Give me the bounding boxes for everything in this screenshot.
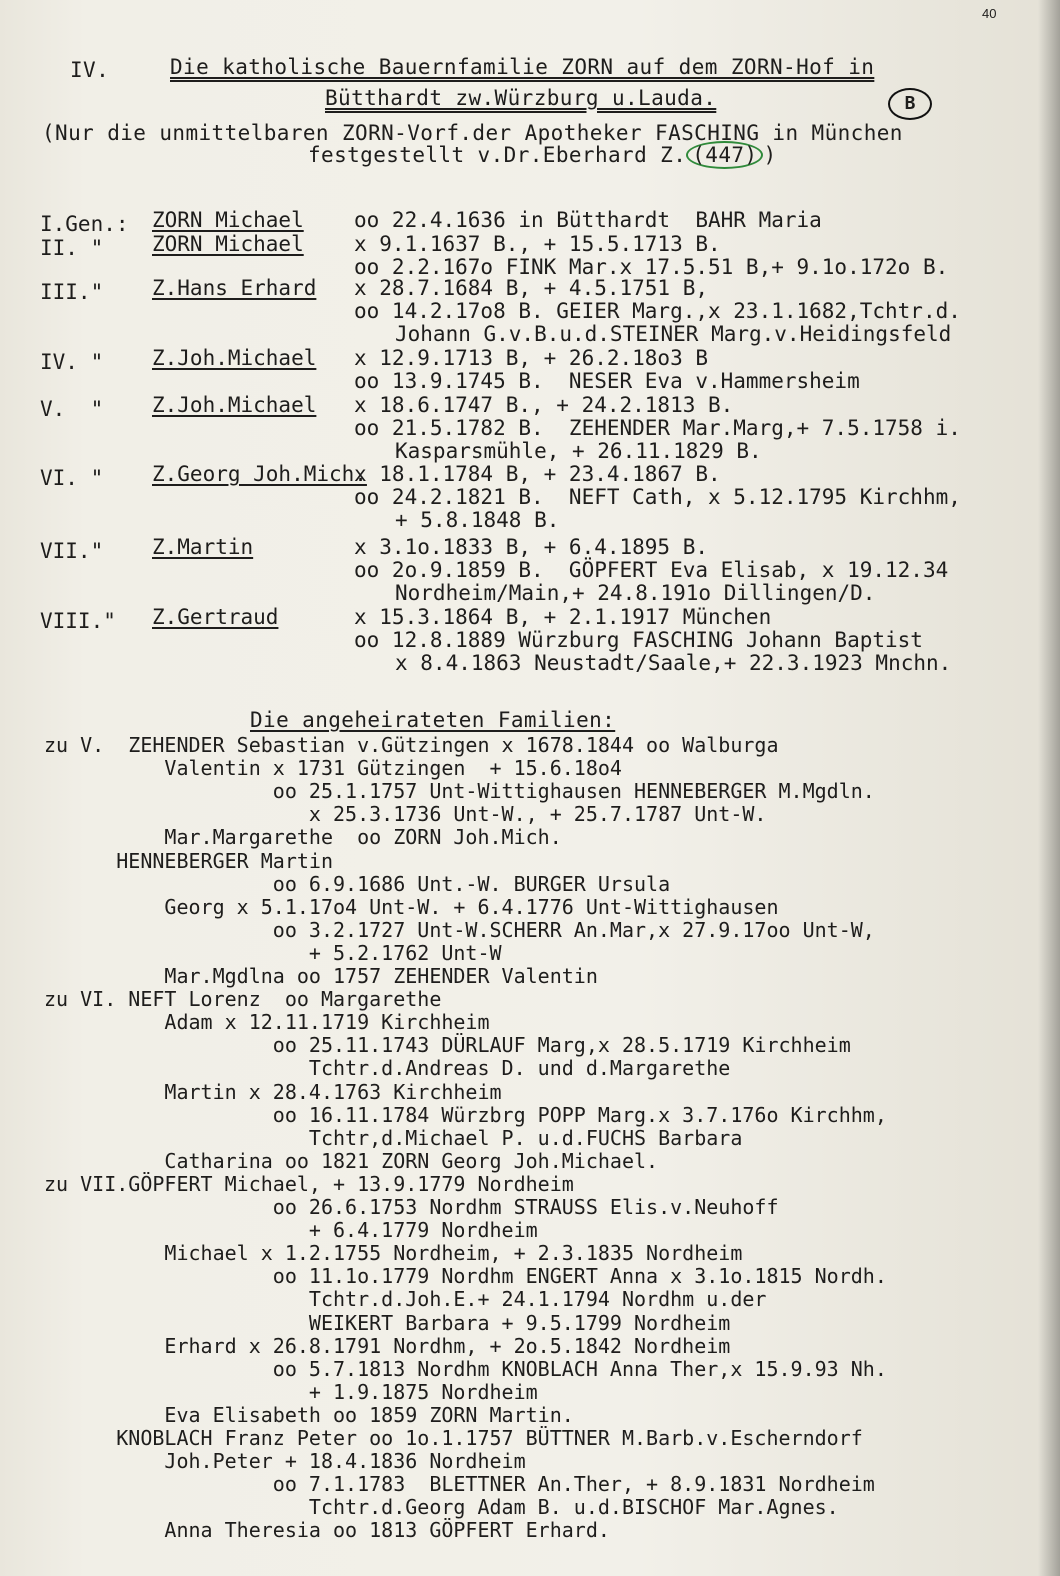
generation-detail-line: oo 12.8.1889 Würzburg FASCHING Johann Baptist: [354, 628, 923, 652]
title-line-1: Die katholische Bauernfamilie ZORN auf dem ZORN-Hof in: [170, 55, 875, 79]
family-line: oo 16.11.1784 Würzbrg POPP Marg.x 3.7.176o Kirchhm,: [44, 1102, 887, 1127]
family-line: Martin x 28.4.1763 Kirchheim: [44, 1079, 502, 1104]
family-line: oo 3.2.1727 Unt-W.SCHERR An.Mar,x 27.9.17oo Unt-W,: [44, 917, 875, 942]
family-line: Tchtr.d.Georg Adam B. u.d.BISCHOF Mar.Agnes.: [44, 1495, 839, 1520]
family-line: Mar.Margarethe oo ZORN Joh.Mich.: [44, 825, 562, 850]
family-line: oo 5.7.1813 Nordhm KNOBLACH Anna Ther,x 15.9.93 Nh.: [44, 1356, 887, 1381]
generation-label: VII.": [40, 539, 104, 563]
family-line: Adam x 12.11.1719 Kirchheim: [44, 1010, 490, 1035]
generation-detail-line: x 18.1.1784 B, + 23.4.1867 B.: [354, 462, 721, 486]
family-line: Mar.Mgdlna oo 1757 ZEHENDER Valentin: [44, 964, 598, 988]
generation-detail-line: oo 2o.9.1859 B. GÖPFERT Eva Elisab, x 19.12.34: [354, 558, 949, 582]
family-line: WEIKERT Barbara + 9.5.1799 Nordheim: [44, 1310, 731, 1335]
section2-title: Die angeheirateten Familien:: [250, 708, 616, 732]
ancestor-name: ZORN Michael: [152, 208, 304, 232]
ancestor-name: Z.Martin: [152, 535, 254, 559]
ancestor-name: Z.Joh.Michael: [152, 393, 317, 417]
generation-detail-line: x 9.1.1637 B., + 15.5.1713 B.: [354, 232, 721, 256]
family-line: oo 25.1.1757 Unt-Wittighausen HENNEBERGER M.Mgdln.: [44, 779, 875, 804]
family-line: + 6.4.1779 Nordheim: [44, 1218, 538, 1243]
green-circled-ref: (447): [686, 141, 763, 169]
family-line: Georg x 5.1.17o4 Unt-W. + 6.4.1776 Unt-Wittighausen: [44, 894, 779, 919]
family-line: Erhard x 26.8.1791 Nordhm, + 2o.5.1842 Nordheim: [44, 1333, 731, 1358]
generation-label: IV. ": [40, 350, 104, 374]
family-line: zu VII.GÖPFERT Michael, + 13.9.1779 Nordheim: [44, 1171, 574, 1196]
family-line: oo 25.11.1743 DÜRLAUF Marg,x 28.5.1719 Kirchheim: [44, 1033, 851, 1058]
family-line: Tchtr.d.Andreas D. und d.Margarethe: [44, 1056, 731, 1081]
family-line: Joh.Peter + 18.4.1836 Nordheim: [44, 1449, 526, 1474]
family-line: oo 6.9.1686 Unt.-W. BURGER Ursula: [44, 871, 671, 896]
generation-detail-line: Nordheim/Main,+ 24.8.191o Dillingen/D.: [395, 581, 876, 605]
generation-detail-line: Kasparsmühle, + 26.11.1829 B.: [395, 439, 762, 463]
family-line: Michael x 1.2.1755 Nordheim, + 2.3.1835 Nordheim: [44, 1241, 743, 1266]
family-line: x 25.3.1736 Unt-W., + 25.7.1787 Unt-W.: [44, 802, 767, 827]
generation-label: VI. ": [40, 466, 104, 490]
family-line: Tchtr.d.Joh.E.+ 24.1.1794 Nordhm u.der: [44, 1287, 767, 1312]
family-line: Valentin x 1731 Gützingen + 15.6.18o4: [44, 756, 622, 781]
family-line: + 1.9.1875 Nordheim: [44, 1379, 538, 1404]
generation-detail-line: oo 14.2.17o8 B. GEIER Marg.,x 23.1.1682,Tchtr.d.: [354, 299, 961, 323]
family-line: HENNEBERGER Martin: [44, 848, 333, 873]
circled-b-mark: B: [888, 88, 932, 120]
generation-detail-line: x 8.4.1863 Neustadt/Saale,+ 22.3.1923 Mnchn.: [395, 651, 952, 675]
generation-detail-line: Johann G.v.B.u.d.STEINER Marg.v.Heidingsfeld: [395, 322, 952, 346]
page-edge: [1038, 0, 1060, 1576]
generation-detail-line: oo 2.2.167o FINK Mar.x 17.5.51 B,+ 9.1o.172o B.: [354, 255, 949, 279]
generation-label: V. ": [40, 397, 104, 421]
family-line: KNOBLACH Franz Peter oo 1o.1.1757 BÜTTNER M.Barb.v.Escherndorf: [44, 1426, 863, 1450]
ancestor-name: Z.Hans Erhard: [152, 276, 317, 300]
ancestor-name: Z.Joh.Michael: [152, 346, 317, 370]
family-line: + 5.2.1762 Unt-W: [44, 940, 502, 965]
family-line: zu V. ZEHENDER Sebastian v.Gützingen x 1678.1844 oo Walburga: [44, 733, 779, 757]
generation-detail-line: x 28.7.1684 B, + 4.5.1751 B,: [354, 276, 709, 300]
ancestor-name: Z.Georg Joh.Mich.: [152, 462, 367, 486]
note-close: ): [763, 143, 777, 167]
generation-label: II. ": [40, 236, 104, 260]
generation-label: I.Gen.:: [40, 212, 129, 236]
generation-detail-line: oo 24.2.1821 B. NEFT Cath, x 5.12.1795 Kirchhm,: [354, 485, 961, 509]
generation-detail-line: x 3.1o.1833 B, + 6.4.1895 B.: [354, 535, 709, 559]
family-line: Catharina oo 1821 ZORN Georg Joh.Michael.: [44, 1148, 659, 1173]
ancestor-name: Z.Gertraud: [152, 605, 279, 629]
folio-number: 40: [982, 6, 997, 21]
family-line: oo 11.1o.1779 Nordhm ENGERT Anna x 3.1o.1815 Nordh.: [44, 1264, 887, 1289]
family-line: oo 7.1.1783 BLETTNER An.Ther, + 8.9.1831 Nordheim: [44, 1472, 875, 1497]
section-number: IV.: [70, 58, 110, 82]
note-line-1: (Nur die unmittelbaren ZORN-Vorf.der Apotheker FASCHING in München: [42, 121, 903, 145]
generation-detail-line: x 12.9.1713 B, + 26.2.18o3 B: [354, 346, 709, 370]
generation-label: VIII.": [40, 609, 116, 633]
note-line-2: [308, 143, 777, 167]
generation-label: III.": [40, 280, 104, 304]
generation-detail-line: x 15.3.1864 B, + 2.1.1917 München: [354, 605, 772, 629]
generation-detail-line: x 18.6.1747 B., + 24.2.1813 B.: [354, 393, 734, 417]
family-line: zu VI. NEFT Lorenz oo Margarethe: [44, 987, 442, 1012]
generation-detail-line: oo 13.9.1745 B. NESER Eva v.Hammersheim: [354, 369, 860, 393]
note-author: festgestellt v.Dr.Eberhard Z.: [308, 143, 687, 167]
family-line: oo 26.6.1753 Nordhm STRAUSS Elis.v.Neuhoff: [44, 1195, 779, 1219]
generation-detail-line: oo 22.4.1636 in Bütthardt BAHR Maria: [354, 208, 822, 232]
family-line: Anna Theresia oo 1813 GÖPFERT Erhard.: [44, 1518, 610, 1543]
family-line: Eva Elisabeth oo 1859 ZORN Martin.: [44, 1402, 574, 1427]
generation-detail-line: oo 21.5.1782 B. ZEHENDER Mar.Marg,+ 7.5.1758 i.: [354, 416, 961, 440]
title-line-2: Bütthardt zw.Würzburg u.Lauda.: [325, 86, 717, 110]
ancestor-name: ZORN Michael: [152, 232, 304, 256]
generation-detail-line: + 5.8.1848 B.: [395, 508, 560, 532]
family-line: Tchtr,d.Michael P. u.d.FUCHS Barbara: [44, 1125, 743, 1150]
